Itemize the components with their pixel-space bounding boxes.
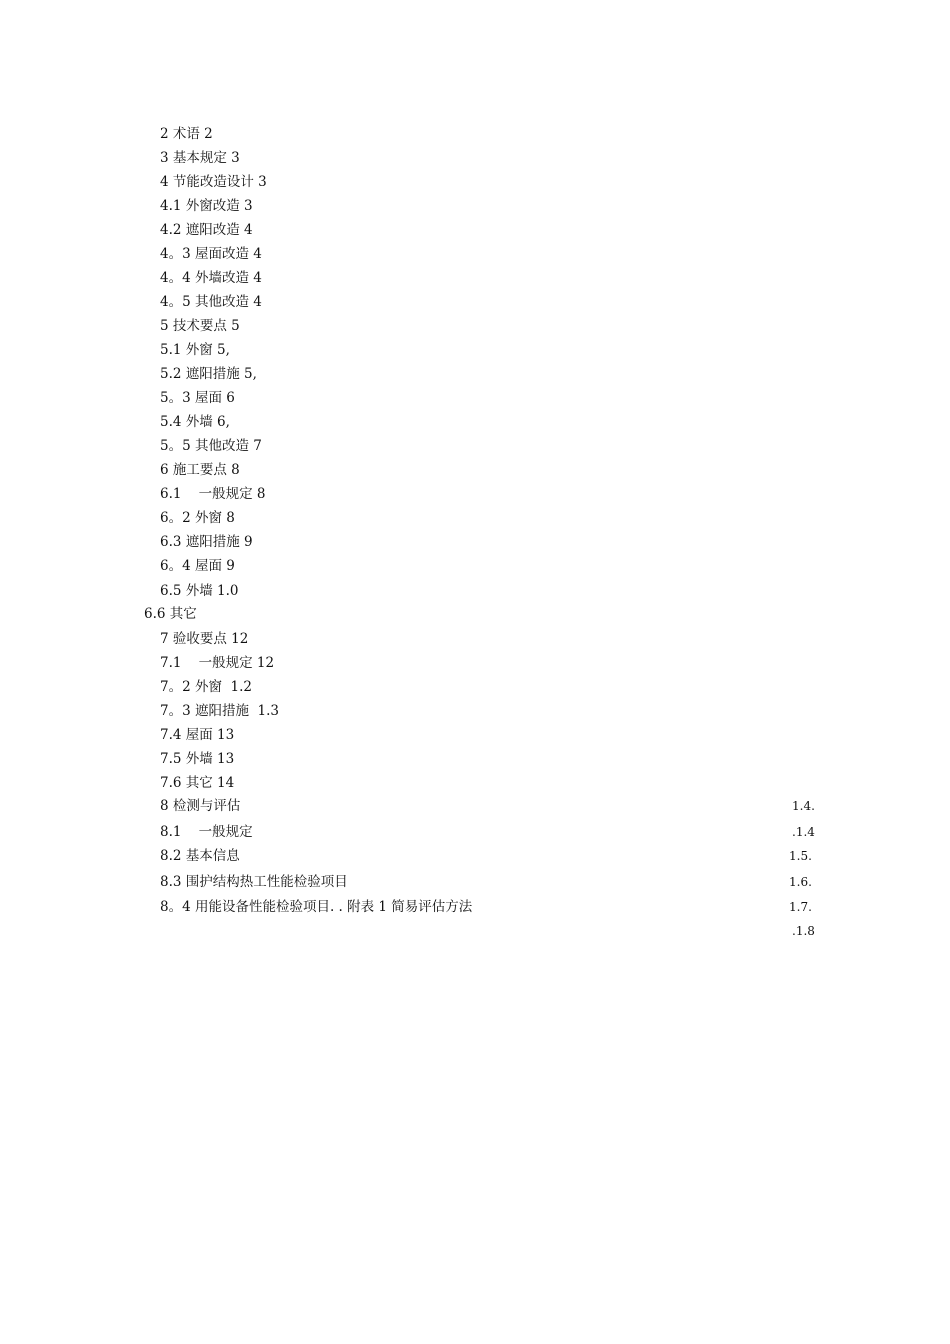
toc-entry-label: 5。5 其他改造 7 <box>160 438 262 454</box>
toc-entry <box>0 796 950 820</box>
toc-entry <box>0 653 950 677</box>
toc-entry <box>0 484 950 508</box>
toc-entry <box>0 701 950 725</box>
toc-entry <box>0 725 950 749</box>
toc-entry-page: 1.4. <box>792 799 815 813</box>
toc-entry-label: 2 术语 2 <box>160 126 213 142</box>
toc-entry <box>0 846 950 870</box>
toc-entry <box>0 872 950 896</box>
toc-entry <box>0 921 950 945</box>
toc-entry-page: .1.8 <box>792 924 815 938</box>
toc-entry-label: 6。4 屋面 9 <box>160 558 235 574</box>
toc-entry <box>0 412 950 436</box>
toc-entry <box>0 388 950 412</box>
toc-entry <box>0 677 950 701</box>
toc-entry-label: 7。3 遮阳措施 1.3 <box>160 703 280 719</box>
toc-entry <box>0 897 950 921</box>
toc-entry-page: 1.7. <box>789 900 812 914</box>
toc-entry <box>0 629 950 653</box>
toc-entry-label: 8。4 用能设备性能检验项目. . 附表 1 简易评估方法 <box>160 899 473 915</box>
toc-entry <box>0 436 950 460</box>
toc-entry-label: 7.4 屋面 13 <box>160 727 235 743</box>
toc-entry-page: .1.4 <box>792 825 815 839</box>
toc-entry <box>0 172 950 196</box>
toc-entry-label: 6.1 一般规定 8 <box>160 486 266 502</box>
toc-entry-label: 5 技术要点 5 <box>160 318 240 334</box>
toc-entry-label: 5.2 遮阳措施 5, <box>160 366 257 382</box>
toc-entry-page: 1.5. <box>789 849 812 863</box>
toc-entry-label: 4.2 遮阳改造 4 <box>160 222 253 238</box>
toc-entry-label: 4.1 外窗改造 3 <box>160 198 253 214</box>
toc-entry-label: 4。3 屋面改造 4 <box>160 246 262 262</box>
toc-entry-label: 7。2 外窗 1.2 <box>160 679 253 695</box>
toc-entry <box>0 508 950 532</box>
toc-entry <box>0 340 950 364</box>
toc-entry <box>0 822 950 846</box>
toc-entry <box>0 532 950 556</box>
toc-entry-label: 7.6 其它 14 <box>160 775 235 791</box>
toc-entry-label: 8.3 围护结构热工性能检验项目 <box>160 874 348 890</box>
toc-entry <box>0 364 950 388</box>
toc-entry <box>0 148 950 172</box>
toc-entry-label: 5.1 外窗 5, <box>160 342 230 358</box>
toc-entry-label: 5。3 屋面 6 <box>160 390 235 406</box>
toc-entry-label: 7 验收要点 12 <box>160 631 249 647</box>
toc-entry-label: 5.4 外墙 6, <box>160 414 230 430</box>
toc-entry-label: 6 施工要点 8 <box>160 462 240 478</box>
toc-entry <box>0 292 950 316</box>
toc-entry <box>0 749 950 773</box>
toc-entry-label: 7.5 外墙 13 <box>160 751 235 767</box>
toc-entry <box>0 556 950 580</box>
toc-entry-label: 8.2 基本信息 <box>160 848 240 864</box>
toc-entry-label: 8.1 一般规定 <box>160 824 253 840</box>
toc-entry <box>0 268 950 292</box>
toc-entry <box>0 220 950 244</box>
toc-entry-label: 6.3 遮阳措施 9 <box>160 534 253 550</box>
toc-entry-label: 6.6 其它 <box>144 606 197 622</box>
toc-entry-page: 1.6. <box>789 875 812 889</box>
toc-entry-label: 8 检测与评估 <box>160 798 241 814</box>
toc-entry-label: 4。5 其他改造 4 <box>160 294 262 310</box>
toc-entry <box>0 773 950 797</box>
toc-entry-label: 3 基本规定 3 <box>160 150 240 166</box>
toc-entry <box>0 604 950 628</box>
toc-entry <box>0 196 950 220</box>
toc-entry-label: 6.5 外墙 1.0 <box>160 583 239 599</box>
toc-entry <box>0 460 950 484</box>
toc-entry-label: 6。2 外窗 8 <box>160 510 235 526</box>
toc-entry <box>0 581 950 605</box>
toc-entry-label: 7.1 一般规定 12 <box>160 655 275 671</box>
toc-entry <box>0 244 950 268</box>
toc-entry-label: 4。4 外墙改造 4 <box>160 270 262 286</box>
toc-entry <box>0 316 950 340</box>
toc-entry-label: 4 节能改造设计 3 <box>160 174 267 190</box>
toc-entry <box>0 124 950 148</box>
